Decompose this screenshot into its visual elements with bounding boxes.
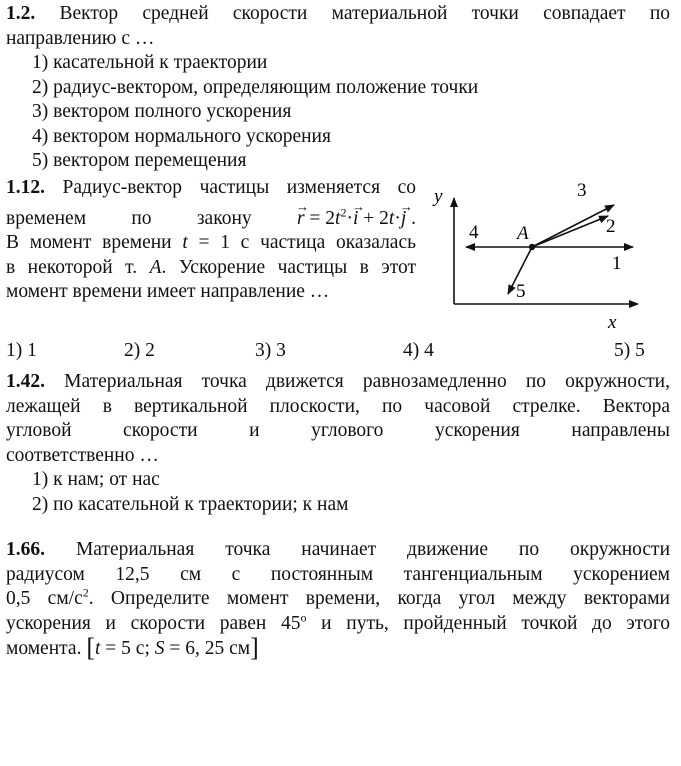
question-text: Радиус-вектор частицы изменяется со: [62, 177, 416, 198]
formula-part: ·: [394, 207, 401, 229]
formula-j: → j: [401, 207, 406, 232]
text: В момент времени: [6, 232, 183, 253]
point-A-label: A: [517, 223, 529, 244]
question-text: Вектор средней скорости материальной точки совпадает по: [59, 3, 670, 24]
word: скорости: [123, 420, 198, 441]
arrow-4-label: 4: [469, 222, 479, 243]
arrow-3-label: 3: [577, 180, 587, 201]
motion-law-formula: [297, 207, 416, 232]
question-number: 1.42.: [6, 371, 45, 392]
question-1-12-line4: [6, 256, 416, 281]
question-1-42: [6, 370, 670, 517]
question-1-12-line3: [6, 231, 416, 256]
question-1-66-line4: [6, 612, 670, 637]
answer-option: 2) 2: [124, 340, 155, 361]
question-1-66-line3: [6, 587, 670, 612]
word: направлены: [571, 420, 670, 441]
question-1-12: [6, 176, 416, 305]
degree-sign: o: [300, 610, 307, 624]
bracket-open: [: [86, 633, 95, 662]
option: 1) к нам; от нас: [32, 469, 160, 490]
word: и: [249, 420, 260, 441]
var-t: t: [95, 638, 101, 659]
question-text: направлению с …: [6, 27, 155, 49]
question-1-66-line5: [6, 633, 670, 662]
answer-option: 3) 3: [255, 340, 286, 361]
word: закону: [196, 207, 252, 229]
question-number: 1.2.: [6, 3, 36, 24]
option: 2) по касательной к траектории; к нам: [32, 493, 349, 515]
question-1-66-line1: [6, 538, 670, 563]
text: момента.: [6, 638, 82, 659]
word: по: [131, 207, 152, 229]
word: временем: [6, 207, 87, 229]
formula-part: + 2: [358, 207, 389, 229]
formula-t: t: [388, 207, 395, 229]
formula-part: .: [406, 207, 416, 229]
exponent: 2: [82, 585, 89, 600]
option: 1) касательной к траектории: [32, 52, 268, 73]
word: ускорения: [434, 420, 520, 441]
arrow-2-label: 2: [606, 216, 616, 237]
var-S: S: [154, 638, 165, 659]
answer-option: 5) 5: [614, 340, 645, 361]
answer-box: [86, 633, 259, 662]
word: углового: [311, 420, 384, 441]
arrow-3: [532, 205, 614, 247]
formula-part: ·: [346, 207, 353, 229]
question-number: 1.66.: [6, 539, 45, 560]
option: 3) вектором полного ускорения: [32, 101, 292, 122]
bracket-close: ]: [250, 633, 259, 662]
question-1-66: [6, 538, 670, 662]
arrow-2: [532, 216, 608, 247]
text: . Ускорение частицы в этот: [161, 256, 416, 278]
text: = 1 с частица оказалась: [187, 232, 417, 253]
question-1-42-line1: [6, 370, 670, 395]
vector-diagram: [428, 176, 648, 336]
text: в некоторой т.: [6, 256, 150, 278]
question-1-2: [6, 2, 670, 174]
answer-option: 1) 1: [6, 340, 37, 361]
question-text: соответственно …: [6, 444, 159, 466]
var-t: t: [182, 232, 188, 253]
question-1-42-line3: [6, 419, 670, 444]
option: 5) вектором перемещения: [32, 150, 247, 171]
question-number: 1.12.: [6, 177, 45, 198]
question-text: Материальная точка движется равнозамедленно по окружности,: [64, 371, 670, 392]
var-A: A: [149, 256, 162, 278]
answer-value: = 6, 25 см: [164, 638, 251, 659]
option: 2) радиус-вектором, определяющим положение точки: [32, 76, 479, 98]
arrow-5-label: 5: [516, 281, 526, 302]
text: ускорения и скорости равен 45: [6, 612, 301, 634]
text: 0,5 см/с: [6, 588, 83, 609]
question-text: Материальная точка начинает движение по окружности: [75, 539, 671, 560]
text: . Определите момент времени, когда угол между векторами: [88, 588, 670, 609]
formula-part: = 2: [304, 207, 336, 229]
formula-t: t: [335, 207, 341, 229]
question-text: лежащей в вертикальной плоскости, по часовой стрелке. Вектора: [6, 395, 670, 417]
y-axis-label: y: [434, 186, 443, 207]
question-1-2-line1: [6, 2, 670, 27]
question-1-12-line2: [6, 207, 416, 232]
point-A: [529, 244, 535, 250]
arrow-1-label: 1: [612, 253, 622, 274]
x-axis-label: x: [608, 312, 617, 333]
formula-r: → r: [297, 207, 305, 232]
option: 4) вектором нормального ускорения: [32, 125, 331, 147]
word: угловой: [6, 420, 72, 441]
formula-i: → i: [353, 207, 358, 232]
formula-exponent: 2: [340, 205, 347, 219]
question-text: радиусом 12,5 см с постоянным тангенциальным ускорением: [6, 563, 670, 585]
answer-option: 4) 4: [403, 340, 434, 361]
question-text: момент времени имеет направление …: [6, 281, 330, 302]
answer-value: = 5 с;: [100, 638, 155, 659]
text: и путь, пройденный точкой до этого: [306, 612, 670, 634]
